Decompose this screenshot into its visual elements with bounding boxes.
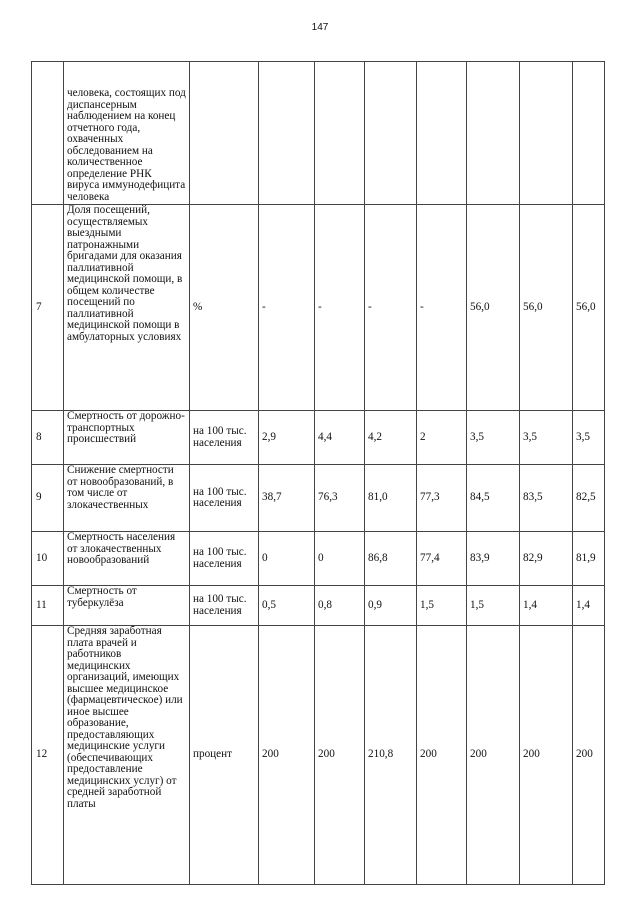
value-cell [573,62,605,205]
unit-cell [190,62,259,205]
value-cell [259,62,315,205]
value-cell: 56,0 [573,205,605,411]
value-cell: 1,4 [573,586,605,626]
value-cell: 76,3 [315,465,365,532]
value-cell: 86,8 [365,532,417,586]
value-cell: 77,4 [417,532,467,586]
value-cell: - [417,205,467,411]
table-row [32,626,605,885]
table-row [32,465,605,532]
value-cell: 1,5 [417,586,467,626]
row-number: 12 [32,626,64,885]
indicators-table [31,61,605,885]
value-cell [315,62,365,205]
value-cell [365,62,417,205]
table-row [32,62,605,205]
row-number: 9 [32,465,64,532]
value-cell: 84,5 [467,465,520,532]
table-row [32,586,605,626]
value-cell [417,62,467,205]
indicator-name: Снижение смертности от новообразований, в том числе от злокачественных [64,465,190,532]
indicator-name: Доля посещений, осуществляемых выездными патронажными бригадами для оказания паллиативной медицинской помощи, в общем количестве посещений по паллиативной медицинской помощи в амбулаторных условиях [64,205,190,411]
value-cell: 2,9 [259,411,315,465]
value-cell: 0,9 [365,586,417,626]
table-row [32,411,605,465]
value-cell: 82,9 [520,532,573,586]
value-cell: 4,4 [315,411,365,465]
value-cell: 38,7 [259,465,315,532]
value-cell [520,62,573,205]
value-cell: - [315,205,365,411]
value-cell: 200 [520,626,573,885]
value-cell: 56,0 [467,205,520,411]
value-cell: 83,9 [467,532,520,586]
value-cell: 1,5 [467,586,520,626]
indicator-name: человека, состоящих под диспансерным наблюдением на конец отчетного года, охваченных обследованием на количественное определение РНК вируса иммунодефицита человека [64,62,190,205]
value-cell: 0,8 [315,586,365,626]
value-cell: 200 [417,626,467,885]
value-cell: 81,9 [573,532,605,586]
value-cell [467,62,520,205]
unit-cell: на 100 тыс. населения [190,586,259,626]
value-cell: 81,0 [365,465,417,532]
unit-cell: на 100 тыс. населения [190,532,259,586]
indicator-name: Смертность населения от злокачественных новообразований [64,532,190,586]
value-cell: 4,2 [365,411,417,465]
table-row [32,532,605,586]
value-cell: 77,3 [417,465,467,532]
row-number: 10 [32,532,64,586]
unit-cell: % [190,205,259,411]
value-cell: 3,5 [520,411,573,465]
value-cell: 0 [259,532,315,586]
indicator-name: Смертность от дорожно-транспортных происшествий [64,411,190,465]
unit-cell: на 100 тыс. населения [190,411,259,465]
unit-cell: процент [190,626,259,885]
value-cell: 3,5 [573,411,605,465]
value-cell: 210,8 [365,626,417,885]
row-number: 11 [32,586,64,626]
indicator-name: Средняя заработная плата врачей и работников медицинских организаций, имеющих высшее медицинское (фармацевтическое) или иное высшее образование, предоставляющих медицинские услуги (обеспечивающих предоставление медицинских услуг) от средней заработной платы [64,626,190,885]
table-row [32,205,605,411]
value-cell: 200 [573,626,605,885]
value-cell: 82,5 [573,465,605,532]
value-cell: 0,5 [259,586,315,626]
row-number [32,62,64,205]
value-cell: 83,5 [520,465,573,532]
value-cell: 2 [417,411,467,465]
row-number: 7 [32,205,64,411]
value-cell: 3,5 [467,411,520,465]
row-number: 8 [32,411,64,465]
value-cell: 200 [259,626,315,885]
value-cell: 1,4 [520,586,573,626]
value-cell: 0 [315,532,365,586]
page-number: 147 [311,22,329,33]
unit-cell: на 100 тыс. населения [190,465,259,532]
value-cell: - [259,205,315,411]
value-cell: 200 [467,626,520,885]
indicator-name: Смертность от туберкулёза [64,586,190,626]
value-cell: 56,0 [520,205,573,411]
value-cell: 200 [315,626,365,885]
value-cell: - [365,205,417,411]
